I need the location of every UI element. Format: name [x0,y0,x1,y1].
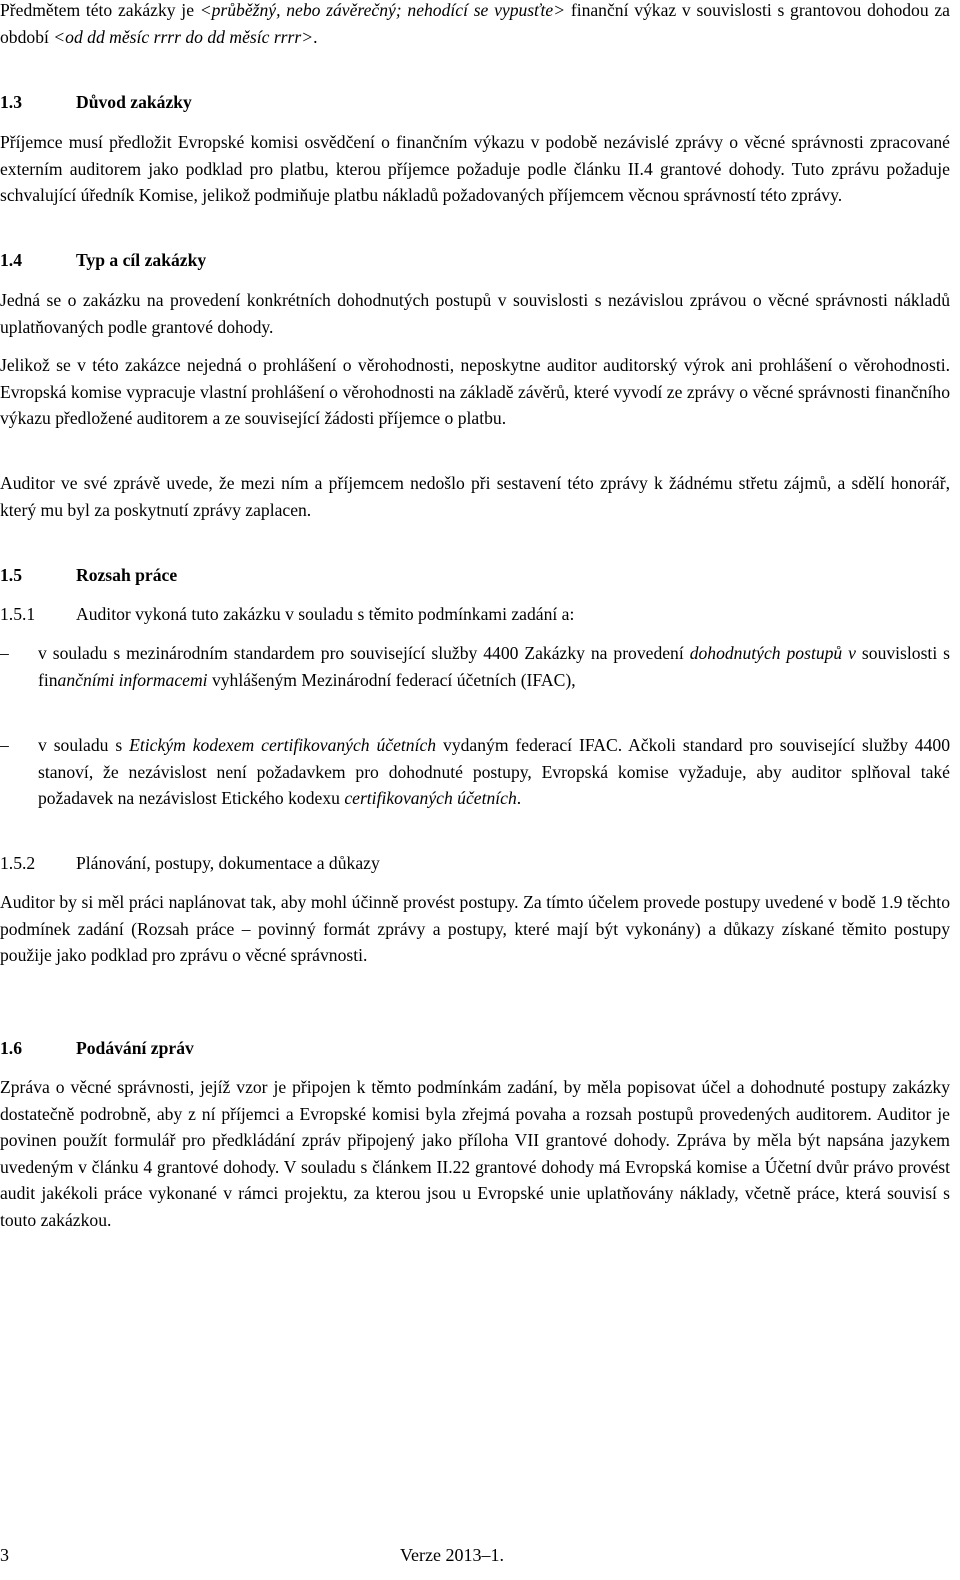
intro-text-2: finanční výkaz v souvislosti s grantovou dohodou za období [0,0,950,47]
page-number: 3 [0,1545,9,1565]
list-text: souvislosti s fin [38,643,950,690]
section-title: Podávání zpráv [76,1038,194,1058]
subsection-text: Plánování, postupy, dokumentace a důkazy [76,853,380,873]
section-1-4-paragraph-2: Jelikož se v této zakázce nejedná o prohlášení o věrohodnosti, neposkytne auditor auditorský výrok ani prohlášení o věrohodnosti. Evropská komise vypracuje vlastní prohlášení o věrohodnosti na základě závěrů, které vyvodí ze zprávy o věcné správnosti finančního výkazu předložené auditorem a ze související žádosti příjemce o platbu. [0,355,950,428]
list-italic: Etickým kodexem certifikovaných účetních [129,735,437,755]
section-title: Rozsah práce [76,565,178,585]
section-1-4-paragraph-1: Jedná se o zakázku na provedení konkrétních dohodnutých postupů v souvislosti s nezávislou zprávou o věcné správnosti nákladů uplatňovaných podle grantové dohody. [0,290,950,337]
subsection-1-5-2-paragraph: Auditor by si měl práci naplánovat tak, aby mohl účinně provést postupy. Za tímto účelem provede postupy uvedené v bodě 1.9 těchto podmínek zadání (Rozsah práce – povinný formát zprávy a postupy, které mají být vykonány) a důkazy získané těmito postupy použije jako podklad pro zprávu o věcné správnosti. [0,892,950,965]
intro-placeholder-period: <od dd měsíc rrrr do dd měsíc rrrr> [53,26,314,47]
list-text: . [516,788,522,808]
intro-text-1: Předmětem této zakázky je [0,0,200,20]
list-italic: dohodnutých postupů v [689,643,856,663]
list-text: v souladu s mezinárodním standardem pro související služby 4400 Zakázky na provedení [38,643,690,663]
subsection-1-5-2 [0,850,380,877]
intro-paragraph [0,0,950,50]
section-number: 1.3 [0,92,22,112]
list-item-text [38,640,950,693]
list-text: v souladu s [38,735,130,755]
section-number: 1.6 [0,1038,22,1058]
subsection-text: Auditor vykoná tuto zakázku v souladu s těmito podmínkami zadání a: [76,604,575,624]
section-1-4-paragraph-3: Auditor ve své zprávě uvede, že mezi ním a příjemcem nedošlo při sestavení této zprávy k žádnému střetu zájmů, a sdělí honorář, který mu byl za poskytnutí zprávy zaplacen. [0,473,950,520]
document-version: Verze 2013–1. [400,1545,504,1565]
section-1-6-heading [0,1035,194,1062]
intro-text-3: . [313,26,318,47]
section-1-5-heading [0,562,177,589]
section-number: 1.4 [0,250,22,270]
list-text: vydaným federací IFAC. Ačkoli standard pro související služby 4400 stanoví, že nezávislost není požadavkem pro dohodnuté postupy, Evropská komise vyžaduje, aby auditor splňoval také požadavek na nezávislost Etického kodexu [38,735,950,808]
dash-bullet: – [0,643,9,663]
section-1-3-paragraph: Příjemce musí předložit Evropské komisi osvědčení o finančním výkazu v podobě nezávislé zprávy o věcné správnosti zpracované externím auditorem jako podklad pro platbu, kterou příjemce požaduje podle článku II.4 grantové dohody. Tuto zprávu požaduje schvalující úředník Komise, jelikož podmiňuje platbu nákladů požadovaných příjemcem věcnou správností této zprávy. [0,132,950,205]
dash-bullet: – [0,735,9,755]
intro-placeholder-type: <průběžný, nebo závěrečný; nehodící se vypusťte> [199,0,566,20]
list-text: vyhlášeným Mezinárodní federací účetních (IFAC), [207,669,576,690]
list-item-text [38,732,950,812]
subsection-number: 1.5.2 [0,853,36,873]
section-1-6-paragraph: Zpráva o věcné správnosti, jejíž vzor je připojen k těmto podmínkám zadání, by měla popisovat účel a dohodnuté postupy zakázky dostatečně podrobně, aby z ní příjemci a Evropské komisi byla zřejmá povaha a rozsah postupů provedených auditorem. Auditor je povinen použít formulář pro předkládání zpráv připojený jako příloha VII grantové dohody. Zpráva by měla být napsána jazykem uvedeným v článku 4 grantové dohody. V souladu s článkem II.22 grantové dohody má Evropská komise a Účetní dvůr právo provést audit jakékoli práce vykonané v rámci projektu, za kterou jsou u Evropské unie uplatňovány náklady, včetně práce, která souvisí s touto zakázkou. [0,1077,950,1230]
section-1-3-heading [0,89,192,116]
list-item [0,640,950,720]
list-item [0,732,950,838]
list-italic: ančními informacemi [57,669,208,690]
section-title: Typ a cíl zakázky [76,250,207,270]
section-number: 1.5 [0,565,22,585]
section-1-4-heading [0,247,206,274]
section-title: Důvod zakázky [76,92,192,112]
subsection-number: 1.5.1 [0,604,36,624]
subsection-1-5-1 [0,601,574,628]
list-italic: certifikovaných účetních [344,788,517,808]
